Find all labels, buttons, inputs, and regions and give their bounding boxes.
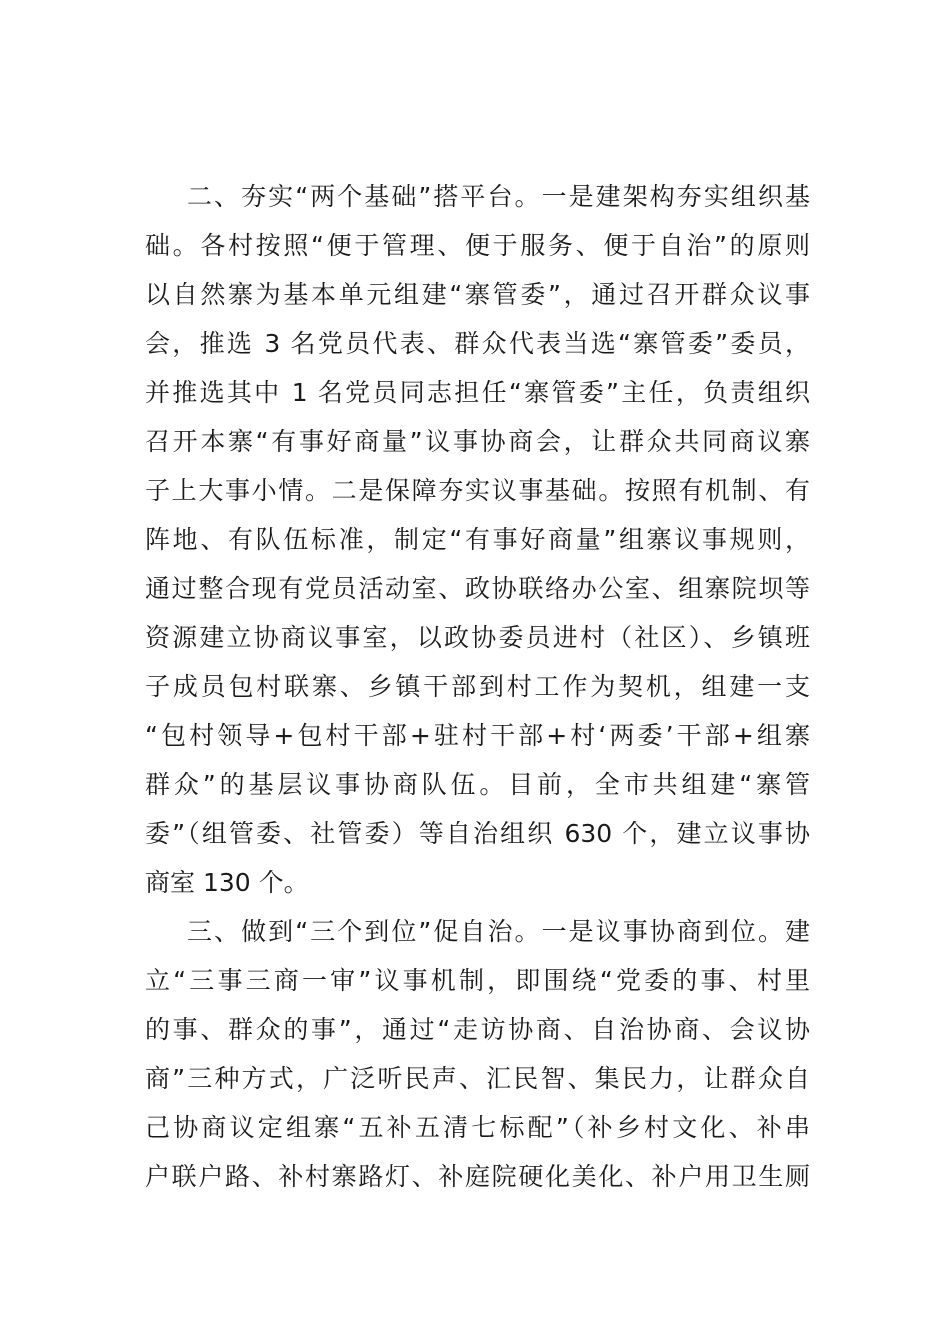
text-line: 会，推选 3 名党员代表、群众代表当选“寨管委”委员，	[145, 329, 810, 358]
text-line: 通过整合现有党员活动室、政协联络办公室、组寨院坝等	[145, 574, 810, 603]
text-line: 子成员包村联寨、乡镇干部到村工作为契机，组建一支	[145, 672, 810, 701]
text-line: 己协商议定组寨“五补五清七标配”（补乡村文化、补串	[145, 1113, 810, 1142]
text-line: 二、夯实“两个基础”搭平台。一是建架构夯实组织基	[187, 182, 810, 211]
text-line: 群众”的基层议事协商队伍。目前，全市共组建“寨管	[145, 770, 810, 799]
text-line: 户联户路、补村寨路灯、补庭院硬化美化、补户用卫生厕	[145, 1162, 810, 1191]
text-line: 并推选其中 1 名党员同志担任“寨管委”主任，负责组织	[145, 378, 810, 407]
text-line: 阵地、有队伍标准，制定“有事好商量”组寨议事规则，	[145, 525, 810, 554]
text-line: 的事、群众的事”，通过“走访协商、自治协商、会议协	[145, 1015, 810, 1044]
paragraph-three-in-place	[145, 907, 810, 1201]
text-line: 子上大事小情。二是保障夯实议事基础。按照有机制、有	[145, 476, 810, 505]
text-line: 立“三事三商一审”议事机制，即围绕“党委的事、村里	[145, 966, 810, 995]
text-line: 三、做到“三个到位”促自治。一是议事协商到位。建	[187, 917, 810, 946]
text-line: 础。各村按照“便于管理、便于服务、便于自治”的原则	[145, 231, 810, 260]
text-line: 资源建立协商议事室，以政协委员进村（社区）、乡镇班	[145, 623, 810, 652]
text-line: “包村领导+包村干部+驻村干部+村‘两委’干部+组寨	[145, 721, 810, 750]
text-line: 商室 130 个。	[145, 868, 309, 897]
text-line: 召开本寨“有事好商量”议事协商会，让群众共同商议寨	[145, 427, 810, 456]
document-body	[145, 172, 810, 1201]
paragraph-two-foundations	[145, 172, 810, 907]
text-line: 商”三种方式，广泛听民声、汇民智、集民力，让群众自	[145, 1064, 810, 1093]
text-line: 委”（组管委、社管委）等自治组织 630 个，建立议事协	[145, 819, 810, 848]
text-line: 以自然寨为基本单元组建“寨管委”，通过召开群众议事	[145, 280, 810, 309]
